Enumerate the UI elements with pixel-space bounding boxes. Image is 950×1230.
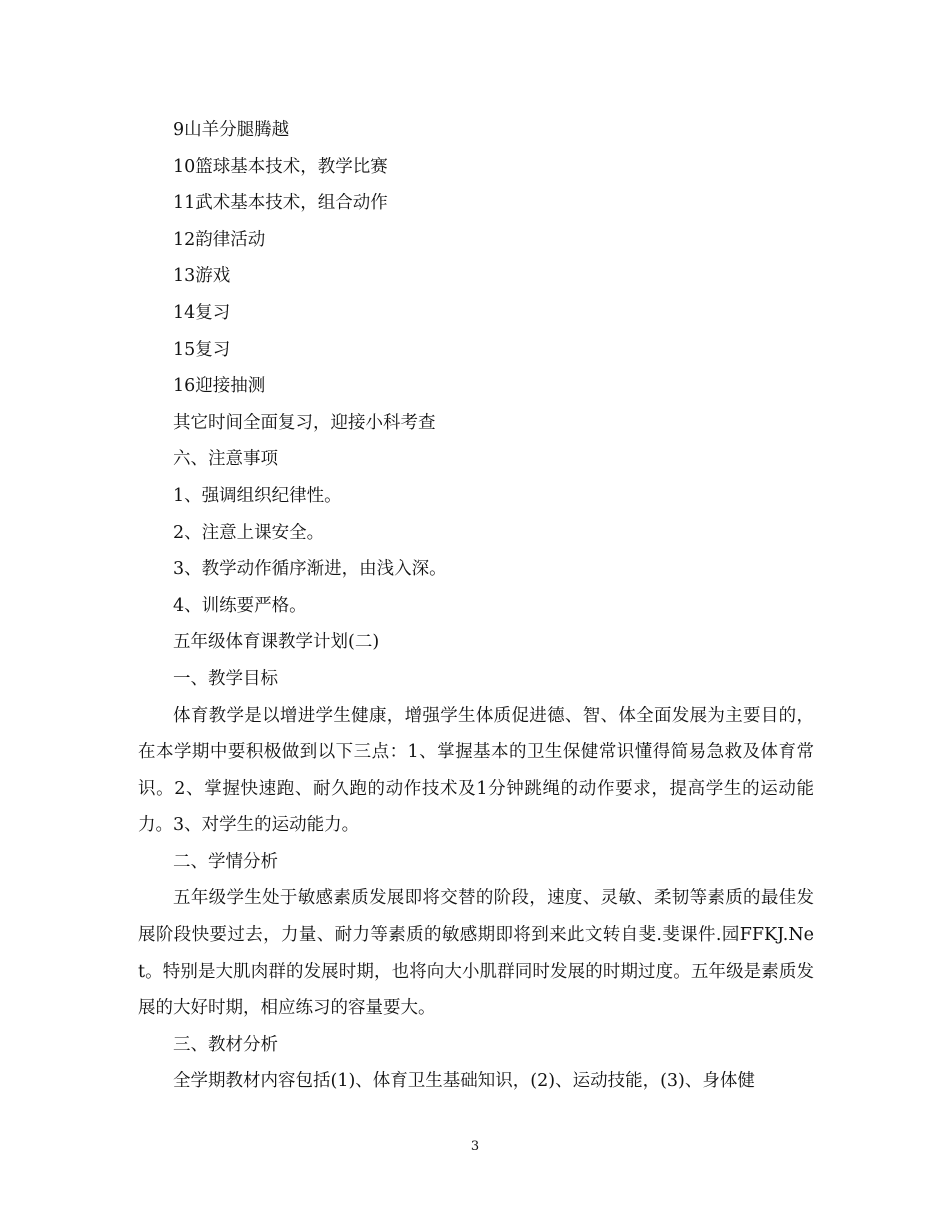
paragraph: 10篮球基本技术，教学比赛 [173, 156, 388, 177]
paragraph: 其它时间全面复习，迎接小科考查 [173, 412, 436, 433]
document-body [138, 112, 814, 1100]
paragraph: 五年级学生处于敏感素质发展即将交替的阶段，速度、灵敏、柔韧等素质的最佳发展阶段快要过去，力量、耐力等素质的敏感期即将到来此文转自斐.斐课件.园FFKJ.Net。特别是大肌肉群的发展时期，也将向大小肌群同时发展的时期过度。五年级是素质发展的大好时期，相应练习的容量要大。 [138, 888, 814, 1019]
paragraph: 13游戏 [173, 266, 231, 287]
page-number: 3 [470, 1139, 480, 1154]
paragraph: 体育教学是以增进学生健康，增强学生体质促进德、智、体全面发展为主要目的，在本学期中要积极做到以下三点：1、掌握基本的卫生保健常识懂得简易急救及体育常识。2、掌握快速跑、耐久跑的动作技术及1分钟跳绳的动作要求，提高学生的运动能力。3、对学生的运动能力。 [138, 705, 814, 836]
paragraph: 3、教学动作循序渐进，由浅入深。 [173, 559, 447, 580]
section-heading: 三、教材分析 [173, 1034, 278, 1055]
paragraph: 9山羊分腿腾越 [173, 120, 290, 140]
paragraph: 16迎接抽测 [173, 376, 266, 397]
section-heading: 二、学情分析 [173, 851, 278, 872]
paragraph: 2、注意上课安全。 [173, 522, 325, 543]
paragraph: 15复习 [173, 339, 231, 360]
paragraph: 1、强调组织纪律性。 [173, 485, 342, 506]
document-subtitle: 五年级体育课教学计划(二) [173, 632, 380, 653]
paragraph: 全学期教材内容包括(1)、体育卫生基础知识，(2)、运动技能，(3)、身体健 [173, 1071, 755, 1092]
paragraph: 4、训练要严格。 [173, 595, 307, 616]
section-heading: 一、教学目标 [173, 668, 278, 689]
paragraph: 14复习 [173, 302, 231, 323]
paragraph: 11武术基本技术，组合动作 [173, 193, 388, 214]
paragraph: 12韵律活动 [173, 229, 266, 250]
section-heading: 六、注意事项 [173, 449, 278, 470]
